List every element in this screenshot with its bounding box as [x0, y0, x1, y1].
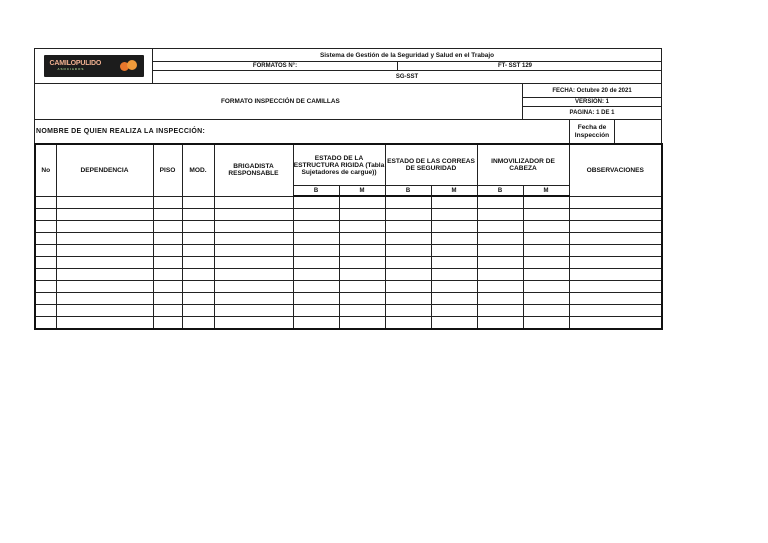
table-cell[interactable] — [56, 209, 153, 221]
table-cell[interactable] — [569, 281, 662, 293]
table-cell[interactable] — [153, 269, 182, 281]
table-cell[interactable] — [569, 257, 662, 269]
table-cell[interactable] — [35, 245, 56, 257]
table-cell[interactable] — [35, 305, 56, 317]
table-cell[interactable] — [339, 233, 385, 245]
col-mod: MOD. — [182, 144, 214, 196]
table-cell[interactable] — [182, 221, 214, 233]
table-cell[interactable] — [182, 281, 214, 293]
sub-b: B — [385, 186, 431, 197]
table-cell[interactable] — [431, 293, 477, 305]
table-cell[interactable] — [35, 196, 56, 209]
logo-cell — [35, 49, 153, 84]
table-cell[interactable] — [182, 317, 214, 330]
formats-label: FORMATOS N°: — [153, 62, 398, 71]
table-cell[interactable] — [569, 209, 662, 221]
table-cell[interactable] — [214, 221, 293, 233]
table-cell[interactable] — [339, 281, 385, 293]
header-table — [34, 48, 662, 84]
table-cell[interactable] — [153, 245, 182, 257]
table-row — [35, 257, 662, 269]
table-cell[interactable] — [214, 209, 293, 221]
table-cell[interactable] — [523, 281, 569, 293]
col-observaciones: OBSERVACIONES — [569, 144, 662, 196]
table-cell[interactable] — [214, 293, 293, 305]
table-cell[interactable] — [214, 317, 293, 330]
table-cell[interactable] — [153, 233, 182, 245]
table-cell[interactable] — [339, 245, 385, 257]
table-row — [35, 293, 662, 305]
table-cell[interactable] — [431, 245, 477, 257]
table-row — [35, 305, 662, 317]
sub-b: B — [477, 186, 523, 197]
table-cell[interactable] — [214, 257, 293, 269]
table-row — [35, 269, 662, 281]
table-cell[interactable] — [385, 257, 431, 269]
table-row — [35, 317, 662, 330]
table-cell[interactable] — [35, 269, 56, 281]
table-cell[interactable] — [523, 269, 569, 281]
col-estructura: ESTADO DE LA ESTRUCTURA RIGIDA (Tabla Sujetadores de cargue)) — [293, 144, 385, 186]
table-cell[interactable] — [182, 293, 214, 305]
inspection-grid — [34, 143, 663, 330]
sub-b: B — [293, 186, 339, 197]
table-cell[interactable] — [385, 305, 431, 317]
col-piso: PISO — [153, 144, 182, 196]
table-cell[interactable] — [182, 209, 214, 221]
sub-m: M — [523, 186, 569, 197]
table-cell[interactable] — [35, 221, 56, 233]
table-cell[interactable] — [477, 196, 523, 209]
table-cell[interactable] — [56, 293, 153, 305]
table-cell[interactable] — [56, 305, 153, 317]
table-cell[interactable] — [339, 269, 385, 281]
table-cell[interactable] — [477, 293, 523, 305]
table-cell[interactable] — [293, 221, 339, 233]
table-cell[interactable] — [523, 233, 569, 245]
table-cell[interactable] — [431, 209, 477, 221]
table-cell[interactable] — [56, 257, 153, 269]
table-cell[interactable] — [385, 245, 431, 257]
version-label: VERSIÓN: 1 — [523, 98, 662, 107]
table-cell[interactable] — [477, 257, 523, 269]
title-table — [34, 83, 662, 120]
table-cell[interactable] — [431, 196, 477, 209]
col-inmovilizador: INMOVILIZADOR DE CABEZA — [477, 144, 569, 186]
form-title: FORMATO INSPECCIÓN DE CAMILLAS — [35, 84, 523, 120]
table-cell[interactable] — [293, 209, 339, 221]
table-cell[interactable] — [569, 305, 662, 317]
table-cell[interactable] — [153, 293, 182, 305]
table-cell[interactable] — [523, 317, 569, 330]
table-cell[interactable] — [385, 269, 431, 281]
table-cell[interactable] — [153, 281, 182, 293]
table-row — [35, 209, 662, 221]
table-cell[interactable] — [523, 245, 569, 257]
table-cell[interactable] — [56, 245, 153, 257]
table-cell[interactable] — [477, 221, 523, 233]
table-cell[interactable] — [214, 281, 293, 293]
table-cell[interactable] — [339, 317, 385, 330]
table-cell[interactable] — [293, 293, 339, 305]
table-cell[interactable] — [56, 221, 153, 233]
col-brigadista: BRIGADISTA RESPONSABLE — [214, 144, 293, 196]
table-cell[interactable] — [477, 245, 523, 257]
table-cell[interactable] — [385, 221, 431, 233]
date-label: FECHA: Octubre 20 de 2021 — [523, 84, 662, 98]
table-cell[interactable] — [214, 233, 293, 245]
table-cell[interactable] — [153, 209, 182, 221]
table-cell[interactable] — [523, 196, 569, 209]
table-cell[interactable] — [477, 209, 523, 221]
table-cell[interactable] — [385, 233, 431, 245]
blank-rows — [35, 196, 662, 329]
table-cell[interactable] — [182, 305, 214, 317]
table-cell[interactable] — [293, 317, 339, 330]
table-cell[interactable] — [56, 317, 153, 330]
page-label: PAGINA: 1 DE 1 — [523, 107, 662, 120]
sg-sst-label: SG-SST — [153, 71, 662, 84]
table-cell[interactable] — [431, 233, 477, 245]
table-cell[interactable] — [569, 293, 662, 305]
table-cell[interactable] — [431, 257, 477, 269]
col-dependencia: DEPENDENCIA — [56, 144, 153, 196]
table-cell[interactable] — [293, 269, 339, 281]
table-cell[interactable] — [35, 209, 56, 221]
table-cell[interactable] — [214, 269, 293, 281]
inspection-date-label: Fecha de Inspección — [570, 120, 615, 144]
logo-subtext: ASOCIADOS — [57, 67, 85, 71]
table-cell[interactable] — [153, 257, 182, 269]
logo-text: CAMILOPULIDO — [49, 60, 102, 67]
table-row — [35, 221, 662, 233]
table-cell[interactable] — [431, 281, 477, 293]
table-cell[interactable] — [569, 221, 662, 233]
table-cell[interactable] — [293, 196, 339, 209]
table-cell[interactable] — [385, 209, 431, 221]
table-cell[interactable] — [56, 281, 153, 293]
table-cell[interactable] — [523, 293, 569, 305]
table-cell[interactable] — [35, 257, 56, 269]
table-cell[interactable] — [182, 257, 214, 269]
table-cell[interactable] — [477, 305, 523, 317]
table-cell[interactable] — [35, 317, 56, 330]
table-cell[interactable] — [431, 269, 477, 281]
table-cell[interactable] — [385, 293, 431, 305]
table-cell[interactable] — [431, 305, 477, 317]
table-cell[interactable] — [523, 209, 569, 221]
table-cell[interactable] — [182, 233, 214, 245]
table-cell[interactable] — [182, 196, 214, 209]
table-cell[interactable] — [293, 281, 339, 293]
inspection-date-field[interactable] — [615, 120, 662, 144]
table-cell[interactable] — [339, 221, 385, 233]
table-cell[interactable] — [339, 293, 385, 305]
table-cell[interactable] — [35, 293, 56, 305]
table-cell[interactable] — [214, 245, 293, 257]
table-cell[interactable] — [35, 281, 56, 293]
inspector-name-label: NOMBRE DE QUIEN REALIZA LA INSPECCIÓN: — [35, 120, 570, 144]
col-correas: ESTADO DE LAS CORREAS DE SEGURIDAD — [385, 144, 477, 186]
inspector-table — [34, 119, 662, 144]
format-code: FT- SST 129 — [398, 62, 662, 71]
table-cell[interactable] — [56, 233, 153, 245]
table-row — [35, 281, 662, 293]
table-cell[interactable] — [431, 221, 477, 233]
table-cell[interactable] — [339, 209, 385, 221]
table-cell[interactable] — [153, 317, 182, 330]
table-cell[interactable] — [569, 269, 662, 281]
table-cell[interactable] — [182, 245, 214, 257]
table-cell[interactable] — [182, 269, 214, 281]
table-cell[interactable] — [385, 196, 431, 209]
table-cell[interactable] — [523, 305, 569, 317]
table-cell[interactable] — [569, 245, 662, 257]
table-cell[interactable] — [569, 317, 662, 330]
logo-orange-icon-2 — [127, 60, 137, 70]
table-cell[interactable] — [569, 196, 662, 209]
table-cell[interactable] — [293, 305, 339, 317]
table-cell[interactable] — [477, 269, 523, 281]
table-cell[interactable] — [477, 233, 523, 245]
table-cell[interactable] — [339, 196, 385, 209]
table-cell[interactable] — [56, 196, 153, 209]
table-row — [35, 245, 662, 257]
table-cell[interactable] — [339, 305, 385, 317]
sub-m: M — [431, 186, 477, 197]
table-cell[interactable] — [293, 233, 339, 245]
col-no: No — [35, 144, 56, 196]
table-cell[interactable] — [56, 269, 153, 281]
table-cell[interactable] — [153, 221, 182, 233]
table-cell[interactable] — [35, 233, 56, 245]
table-cell[interactable] — [153, 305, 182, 317]
table-cell[interactable] — [431, 317, 477, 330]
table-cell[interactable] — [477, 281, 523, 293]
system-title: Sistema de Gestión de la Seguridad y Salud en el Trabajo — [153, 49, 662, 62]
table-cell[interactable] — [214, 196, 293, 209]
table-cell[interactable] — [293, 245, 339, 257]
table-cell[interactable] — [523, 257, 569, 269]
company-logo — [44, 55, 144, 77]
table-cell[interactable] — [339, 257, 385, 269]
table-cell[interactable] — [214, 305, 293, 317]
table-cell[interactable] — [477, 317, 523, 330]
table-cell[interactable] — [385, 281, 431, 293]
table-cell[interactable] — [293, 257, 339, 269]
table-row — [35, 233, 662, 245]
table-row — [35, 196, 662, 209]
table-cell[interactable] — [153, 196, 182, 209]
inspection-form — [34, 48, 661, 330]
table-cell[interactable] — [385, 317, 431, 330]
table-cell[interactable] — [523, 221, 569, 233]
table-cell[interactable] — [569, 233, 662, 245]
sub-m: M — [339, 186, 385, 197]
